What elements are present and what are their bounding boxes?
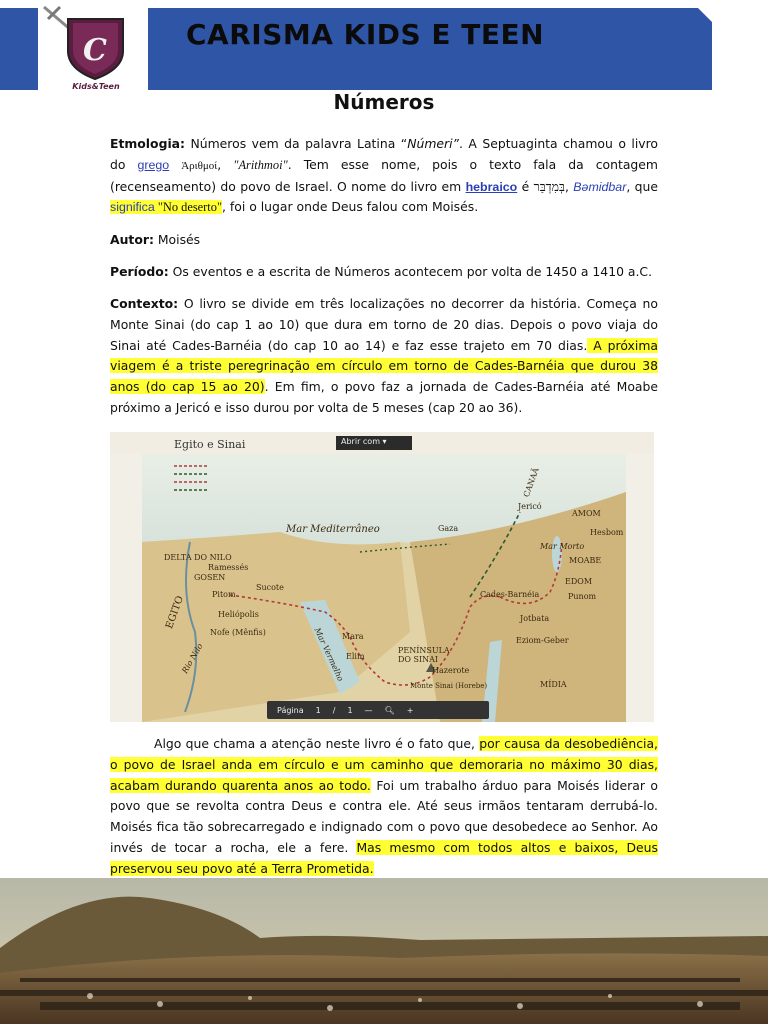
page-current[interactable]: 1 xyxy=(315,705,321,715)
map-title: Egito e Sinai xyxy=(174,438,246,451)
label-cades: Cades-Barnéia xyxy=(480,590,540,599)
etimologia-text-5: , que xyxy=(626,178,658,194)
zoom-out-button[interactable]: — xyxy=(364,705,373,715)
grego-link[interactable]: grego xyxy=(137,157,170,172)
autor-paragraph xyxy=(110,230,658,251)
paragraph2-highlight-2: Mas mesmo com todos altos e baixos, Deus preservou seu povo até a Terra Prometida. xyxy=(110,839,658,876)
label-moabe: MOABE xyxy=(569,556,602,565)
contexto-paragraph xyxy=(110,294,658,419)
hebrew-word: בְּמִדְבַּר xyxy=(533,179,565,194)
contexto-text: O livro se divide em três localizações no decorrer da história. Começa no Monte Sinai (do cap 1 ao 10) que dura em torno de 20 dias. Depois o povo viaja do Sinai até Cades-Barnéia (do cap 10 ao 14) e faz esse trajeto em 70 dias. xyxy=(110,296,658,353)
paragraph2-highlight-1: por causa da desobediência, o povo de Israel anda em círculo e um caminho que demoraria no máximo 30 dias, acabam durando quarenta anos ao todo. xyxy=(110,736,658,793)
bamidbar-link[interactable]: Bəmidbar xyxy=(573,179,627,194)
label-mar-vermelho: Mar Vermelho xyxy=(312,626,346,683)
brand-title: CARISMA KIDS E TEEN xyxy=(186,18,545,51)
zoom-in-button[interactable]: + xyxy=(406,705,414,715)
contexto-label: Contexto: xyxy=(110,296,179,311)
paragraph-desobediencia xyxy=(110,734,658,880)
etimologia-paragraph xyxy=(110,134,658,218)
etimologia-comma-2: , xyxy=(564,178,574,194)
page-label: Página xyxy=(277,705,304,715)
label-nofe: Nofe (Mênfis) xyxy=(210,628,266,637)
label-jotbata: Jotbata xyxy=(520,614,550,623)
label-egito: EGITO xyxy=(164,594,187,631)
label-mar-mediterraneo: Mar Mediterrâneo xyxy=(286,524,380,535)
etimologia-label: Etmologia: xyxy=(110,136,186,151)
periodo-paragraph xyxy=(110,262,658,283)
logo-letter: C xyxy=(83,33,107,68)
etimologia-comma: , xyxy=(217,156,234,172)
page-separator: / xyxy=(332,705,336,715)
label-delta-nilo: DELTA DO NILO xyxy=(164,553,232,562)
painting-israelites-desert xyxy=(0,878,768,1024)
label-hesbom: Hesbom xyxy=(590,528,624,537)
label-sucote: Sucote xyxy=(256,583,284,592)
page-title: Números xyxy=(333,90,435,114)
label-peninsula: PENÍNSULA DO SINAI xyxy=(398,646,450,664)
significa-link[interactable]: significa xyxy=(110,200,155,215)
autor-value: Moisés xyxy=(153,232,201,247)
painting-image xyxy=(0,878,768,1024)
zoom-icon[interactable]: 🔍︎ xyxy=(384,705,395,715)
label-amom: AMOM xyxy=(572,509,601,518)
etimologia-text-3: . Tem esse nome, pois o texto fala da contagem (recenseamento) do povo de Israel. O nome do livro em xyxy=(110,156,658,194)
logo xyxy=(38,3,148,93)
shield-logo-icon xyxy=(38,3,148,93)
map-egito-sinai xyxy=(110,432,654,722)
label-hazerote: Hazerote xyxy=(432,666,470,675)
etimologia-text-2: . A Septuaginta chamou o livro do xyxy=(110,136,659,172)
label-heliopolis: Heliópolis xyxy=(218,610,259,619)
label-rio-nilo: Rio Nilo xyxy=(180,642,205,675)
label-eziom: Eziom-Geber xyxy=(516,636,569,645)
contexto-highlight: A próxima viagem é a triste peregrinação em círculo em torno de Cades-Barnéia que durou 38 anos (do cap 15 ao 20) xyxy=(110,337,658,395)
open-with-label: Abrir com xyxy=(341,437,380,446)
label-monte-sinai: Monte Sinai (Horebe) xyxy=(410,682,488,690)
label-punom: Punom xyxy=(568,592,597,601)
pdf-viewer-toolbar xyxy=(267,701,489,719)
label-ramesses: Ramessés xyxy=(208,563,249,572)
open-with-button[interactable]: Abrir com ▾ xyxy=(336,436,412,450)
label-midia: MÍDIA xyxy=(540,680,567,689)
label-gosen: GOSEN xyxy=(194,573,226,582)
autor-label: Autor: xyxy=(110,232,154,247)
label-gaza: Gaza xyxy=(438,524,459,533)
label-elim: Elim xyxy=(346,652,365,661)
periodo-value: Os eventos e a escrita de Números acontecem por volta de 1450 a 1410 a.C. xyxy=(168,264,653,279)
page-total: 1 xyxy=(347,705,353,715)
no-deserto-text: "No deserto" xyxy=(154,200,223,215)
etimologia-text-4: é xyxy=(517,178,534,194)
hebraico-link[interactable]: hebraico xyxy=(465,179,518,194)
label-mar-morto: Mar Morto xyxy=(540,542,585,551)
etimologia-text: Números vem da palavra Latina “ xyxy=(185,136,408,151)
arithmoi-word: "Arithmoi" xyxy=(233,157,288,172)
paragraph2-text: Algo que chama a atenção neste livro é o fato que, xyxy=(154,736,480,751)
numeri-word: Númeri” xyxy=(407,136,459,151)
contexto-text-2: . Em fim, o povo faz a jornada de Cades-Barnéia até Moabe próximo a Jericó e isso durou por volta de 5 meses (cap 20 ao 36). xyxy=(110,379,658,415)
periodo-label: Período: xyxy=(110,264,169,279)
label-mara: Mara xyxy=(342,632,364,641)
label-canaa: CANAÃ xyxy=(521,466,541,499)
paragraph2-text-2: Foi um trabalho árduo para Moisés liderar o povo que se revolta contra Deus e contra ele. Até seus irmãos tentaram derrubá-lo. Moisés fica tão sobrecarregado e indignado com o povo que desobedece ao Senhor. Ao invés de tocar a rocha, ele a fere. xyxy=(110,777,658,855)
label-pitom: Pitom xyxy=(212,590,236,599)
etimologia-space xyxy=(169,157,181,172)
label-jerico: Jericó xyxy=(518,502,542,511)
banner-corner-cut xyxy=(698,8,712,22)
logo-caption: Kids&Teen xyxy=(72,82,120,91)
greek-word: Ἀριθμοί xyxy=(181,159,218,172)
label-edom: EDOM xyxy=(565,577,593,586)
etimologia-text-6: , foi o lugar onde Deus falou com Moisés. xyxy=(222,199,479,215)
